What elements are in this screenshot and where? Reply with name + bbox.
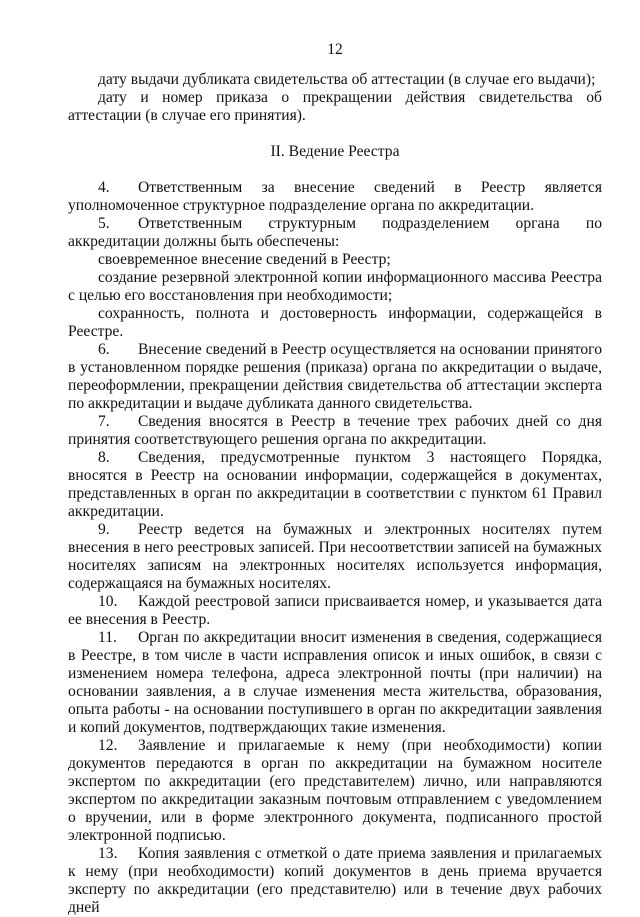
numbered-paragraph [68, 179, 602, 215]
paragraph-number: 10. [98, 593, 118, 610]
paragraph-text: Внесение сведений в Реестр осуществляется на основании принятого в установленном порядке решения (приказа) органа по аккредитации о выдаче, переоформлении, прекращении действия свидетельства об аттестации эксперта по аккредитации и выдаче дубликата данного свидетельства. [68, 341, 602, 412]
list-item: своевременное внесение сведений в Реестр; [98, 251, 391, 268]
numbered-paragraph [68, 845, 602, 917]
paragraph-number: 6. [98, 341, 110, 358]
paragraph-number: 13. [98, 845, 118, 862]
paragraph-number: 9. [98, 521, 110, 538]
list-item: дату и номер приказа о прекращении действия свидетельства об аттестации (в случае его принятия). [68, 89, 602, 124]
numbered-paragraph [68, 593, 602, 629]
paragraph-number: 4. [98, 179, 110, 196]
document-body [68, 71, 602, 917]
section-title: II. Ведение Реестра [270, 143, 400, 160]
paragraph-text: Сведения вносятся в Реестр в течение трех рабочих дней со дня принятия соответствующего решения органа по аккредитации. [68, 413, 602, 448]
paragraph-text: Каждой реестровой записи присваивается номер, и указывается дата ее внесения в Реестр. [68, 593, 602, 628]
numbered-paragraph [68, 341, 602, 413]
numbered-paragraph [68, 737, 602, 845]
numbered-paragraph [68, 413, 602, 449]
paragraph-text: Орган по аккредитации вносит изменения в сведения, содержащиеся в Реестре, в том числе в части исправления описок и иных ошибок, в связи с изменением номера телефона, адреса электронной почты (при наличии) на основании заявления, а в случае изменения места жительства, образования, опыта работы - на основании поступившего в орган по аккредитации заявления и копий документов, подтверждающих такие изменения. [68, 629, 602, 736]
paragraph-text: Ответственным за внесение сведений в Реестр является уполномоченное структурное подразделение органа по аккредитации. [68, 179, 602, 214]
list-item: создание резервной электронной копии информационного массива Реестра с целью его восстановления при необходимости; [68, 269, 602, 304]
paragraph-text: Сведения, предусмотренные пунктом 3 настоящего Порядка, вносятся в Реестр на основании информации, содержащейся в документах, представленных в орган по аккредитации в соответствии с пунктом 61 Правил аккредитации. [68, 449, 602, 520]
numbered-paragraph [68, 215, 602, 251]
paragraph-number: 7. [98, 413, 110, 430]
paragraph-text: Копия заявления с отметкой о дате приема заявления и прилагаемых к нему (при необходимости) копий документов в день приема вручается эксперту по аккредитации (его представителю) или в течение двух рабочих дней [68, 845, 602, 916]
paragraph-text: Реестр ведется на бумажных и электронных носителях путем внесения в него реестровых записей. При несоответствии записей на бумажных носителях записям на электронных носителях используется информация, содержащаяся на бумажных носителях. [68, 521, 602, 592]
paragraph-text: Заявление и прилагаемые к нему (при необходимости) копии документов передаются в орган по аккредитации на бумажном носителе экспертом по аккредитации (его представителем) лично, или направляются экспертом по аккредитации заказным почтовым отправлением с уведомлением о вручении, или в форме электронного документа, подписанного простой электронной подписью. [68, 737, 602, 844]
numbered-paragraph [68, 521, 602, 593]
paragraph-number: 12. [98, 737, 118, 754]
list-item: сохранность, полнота и достоверность информации, содержащейся в Реестре. [68, 305, 602, 340]
numbered-paragraph [68, 449, 602, 521]
numbered-paragraph [68, 629, 602, 737]
paragraph-text: Ответственным структурным подразделением органа по аккредитации должны быть обеспечены: [68, 215, 602, 250]
list-item: дату выдачи дубликата свидетельства об аттестации (в случае его выдачи); [98, 71, 596, 88]
paragraph-number: 5. [98, 215, 110, 232]
paragraph-number: 8. [98, 449, 110, 466]
page-number: 12 [327, 41, 343, 58]
paragraph-number: 11. [98, 629, 117, 646]
